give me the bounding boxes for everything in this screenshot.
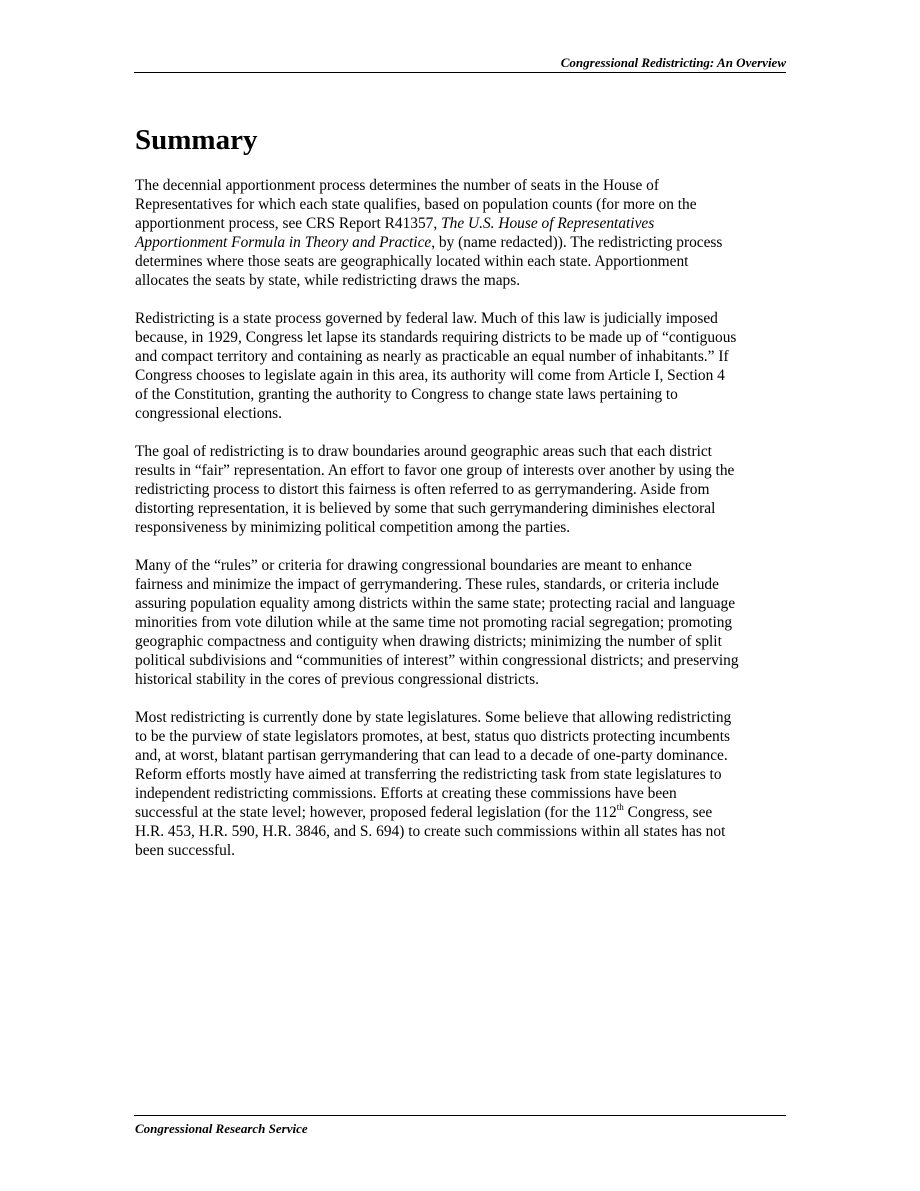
text-line: Representatives for which each state qualifies, based on population counts (for more on the xyxy=(135,196,697,213)
text-line: Most redistricting is currently done by state legislatures. Some believe that allowing redistricting xyxy=(135,709,732,726)
text-line: distorting representation, it is believed by some that such gerrymandering diminishes electoral xyxy=(135,500,716,517)
text-line: responsiveness by minimizing political competition among the parties. xyxy=(135,519,571,536)
summary-body xyxy=(135,176,790,879)
text-line: Reform efforts mostly have aimed at transferring the redistricting task from state legislatures to xyxy=(135,766,722,783)
text-line: redistricting process to distort this fairness is often referred to as gerrymandering. Aside from xyxy=(135,481,710,498)
text-line: been successful. xyxy=(135,842,236,859)
text-line: determines where those seats are geographically located within each state. Apportionment xyxy=(135,253,689,270)
header-divider xyxy=(134,72,786,73)
text-line: minorities from vote dilution while at the same time not promoting racial segregation; promoting xyxy=(135,614,733,631)
text-line: historical stability in the cores of previous congressional districts. xyxy=(135,671,539,688)
text-line: H.R. 453, H.R. 590, H.R. 3846, and S. 694) to create such commissions within all states has not xyxy=(135,823,726,840)
footer-publisher: Congressional Research Service xyxy=(135,1121,308,1136)
running-header: Congressional Redistricting: An Overview xyxy=(560,55,786,70)
text-line: The decennial apportionment process determines the number of seats in the House of xyxy=(135,177,659,194)
text-segment: , by (name redacted)). The redistricting process xyxy=(431,234,723,251)
text-line: and compact territory and containing as nearly as practicable an equal number of inhabitants.” If xyxy=(135,348,729,365)
text-line: results in “fair” representation. An effort to favor one group of interests over another by using the xyxy=(135,462,735,479)
report-title-part-1: The U.S. House of Representatives xyxy=(441,215,655,232)
report-title-part-2: Apportionment Formula in Theory and Practice xyxy=(135,234,432,251)
paragraph-apportionment xyxy=(135,176,790,290)
text-line: Congress chooses to legislate again in this area, its authority will come from Article I, Section 4 xyxy=(135,367,725,384)
page-title: Summary xyxy=(135,124,258,156)
text-line: allocates the seats by state, while redistricting draws the maps. xyxy=(135,272,521,289)
text-line: geographic compactness and contiguity when drawing districts; minimizing the number of split xyxy=(135,633,722,650)
paragraph-federal-law xyxy=(135,309,790,423)
text-line: The goal of redistricting is to draw boundaries around geographic areas such that each district xyxy=(135,443,712,460)
paragraph-gerrymandering xyxy=(135,442,790,537)
text-line: Redistricting is a state process governed by federal law. Much of this law is judicially imposed xyxy=(135,310,718,327)
text-line: political subdivisions and “communities of interest” within congressional districts; and preserving xyxy=(135,652,739,669)
footer-divider xyxy=(134,1115,786,1116)
text-line: of the Constitution, granting the authority to Congress to change state laws pertaining to xyxy=(135,386,678,403)
text-line: and, at worst, blatant partisan gerrymandering that can lead to a decade of one-party dominance. xyxy=(135,747,728,764)
ordinal-superscript: th xyxy=(616,801,624,812)
text-line: because, in 1929, Congress let lapse its standards requiring districts to be made up of “contiguous xyxy=(135,329,737,346)
text-line: fairness and minimize the impact of gerrymandering. These rules, standards, or criteria include xyxy=(135,576,719,593)
text-segment: successful at the state level; however, proposed federal legislation (for the 112 xyxy=(135,804,617,821)
text-segment: Congress, see xyxy=(623,804,713,821)
paragraph-reform xyxy=(135,708,790,860)
text-line: independent redistricting commissions. Efforts at creating these commissions have been xyxy=(135,785,677,802)
paragraph-criteria xyxy=(135,556,790,689)
text-line: to be the purview of state legislators promotes, at best, status quo districts protecting incumbents xyxy=(135,728,730,745)
text-line xyxy=(135,803,790,822)
text-line: assuring population equality among districts within the same state; protecting racial and language xyxy=(135,595,736,612)
text-segment: apportionment process, see CRS Report R41357, xyxy=(135,215,442,232)
text-line xyxy=(135,233,790,252)
text-line: Many of the “rules” or criteria for drawing congressional boundaries are meant to enhance xyxy=(135,557,692,574)
text-line: congressional elections. xyxy=(135,405,283,422)
text-line xyxy=(135,214,790,233)
